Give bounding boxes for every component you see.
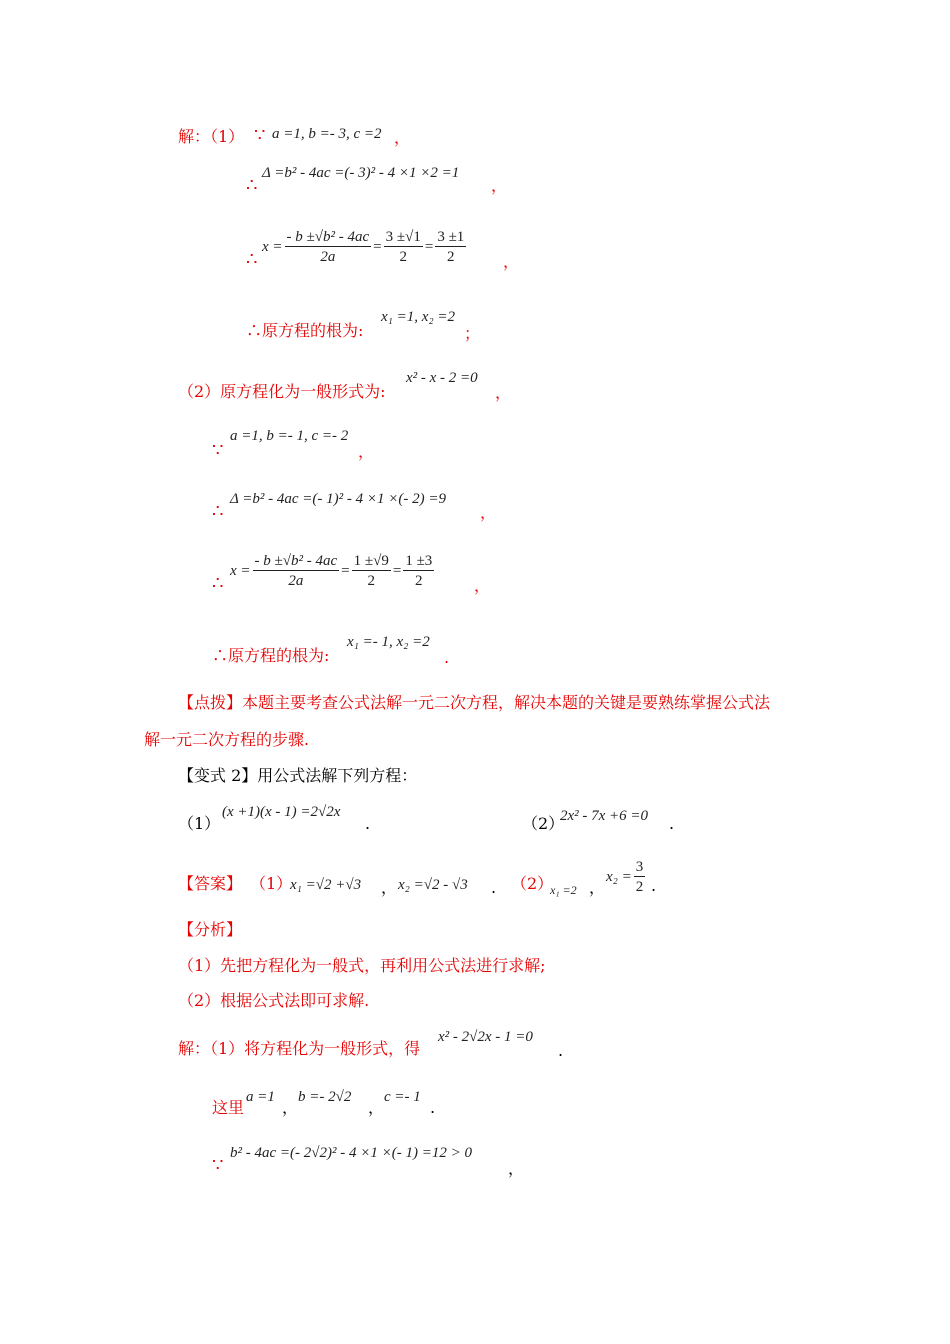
- period: .: [669, 814, 675, 833]
- fraction-substituted: [384, 228, 423, 267]
- fraction-general: [285, 228, 372, 267]
- because-symbol: ∵: [212, 1155, 224, 1176]
- fraction-general: [253, 552, 340, 591]
- fraction-denominator: 2: [399, 248, 407, 265]
- fraction-denominator: 2: [635, 878, 644, 895]
- fraction-denominator: 2a: [320, 248, 336, 265]
- because-symbol: ∵: [254, 125, 266, 146]
- tip-label: 【点拨】: [178, 693, 243, 712]
- analysis-line-2: （2）根据公式法即可求解.: [178, 991, 370, 1010]
- period: .: [365, 814, 371, 833]
- comma: ，: [508, 1159, 525, 1178]
- comma: ，: [503, 252, 520, 271]
- fraction-simplified: [403, 552, 434, 591]
- answer-label: 【答案】: [178, 874, 243, 893]
- therefore-symbol: ∴: [246, 175, 258, 196]
- c-value: c =- 1: [384, 1089, 421, 1105]
- roots: x₁ =- 1, x₂ =2: [347, 634, 430, 650]
- answer-y2-lhs: x₂ =: [606, 869, 632, 885]
- general-form: x² - 2√2x - 1 =0: [438, 1029, 533, 1045]
- fraction-numerator: - b ±√b² - 4ac: [254, 552, 338, 569]
- therefore-symbol: ∴: [212, 573, 224, 594]
- therefore-symbol: ∴: [246, 249, 258, 270]
- fraction-denominator: 2a: [288, 572, 304, 589]
- period: .: [651, 876, 657, 895]
- discriminant: Δ =b² - 4ac =(- 3)² - 4 ×1 ×2 =1: [262, 165, 460, 181]
- here-label: 这里: [212, 1098, 245, 1117]
- comma: ，: [480, 503, 497, 522]
- period: .: [491, 878, 497, 897]
- problem-1-equation: (x +1)(x - 1) =2√2x: [222, 804, 341, 820]
- analysis-label: 【分析】: [178, 920, 243, 939]
- general-form: x² - x - 2 =0: [406, 370, 478, 386]
- solution-1-heading: 解：（1）: [178, 127, 245, 146]
- roots-label: ∴原方程的根为:: [246, 321, 364, 340]
- answer-x1: x₁ =√2 +√3: [290, 877, 362, 893]
- fraction-numerator: 1 ±3: [405, 552, 433, 569]
- abc-values: a =1, b =- 3, c =2: [272, 126, 382, 142]
- variant-label: 【变式 2】: [178, 766, 258, 785]
- period: .: [558, 1041, 564, 1060]
- abc-values: a =1, b =- 1, c =- 2: [230, 428, 349, 444]
- answer-part-1: （1）: [250, 874, 293, 893]
- comma: ，: [495, 383, 512, 402]
- tip-line-1: [178, 693, 770, 713]
- solution-3-heading: 解：（1）将方程化为一般形式，得: [178, 1039, 421, 1058]
- fraction-denominator: 2: [367, 572, 375, 589]
- b-value: b =- 2√2: [298, 1089, 352, 1105]
- fraction-numerator: 3 ±1: [437, 228, 465, 245]
- period: .: [430, 1098, 436, 1117]
- fraction-three-halves: [634, 858, 646, 897]
- fraction-simplified: [435, 228, 466, 267]
- discriminant: Δ =b² - 4ac =(- 1)² - 4 ×1 ×(- 2) =9: [230, 491, 447, 507]
- comma: ，: [358, 442, 375, 461]
- comma: ，: [381, 878, 398, 897]
- problem-2-number: （2）: [522, 814, 565, 833]
- comma: ，: [589, 878, 606, 897]
- fraction-numerator: - b ±√b² - 4ac: [286, 228, 370, 245]
- a-value: a =1: [246, 1089, 275, 1105]
- therefore-symbol: ∴: [212, 501, 224, 522]
- x-lhs: x =: [262, 239, 283, 255]
- fraction-numerator: 3: [635, 858, 644, 875]
- comma: ，: [491, 176, 508, 195]
- fraction-denominator: 2: [415, 572, 423, 589]
- fraction-substituted: [352, 552, 391, 591]
- fraction-numerator: 1 ±√9: [353, 552, 389, 569]
- because-symbol: ∵: [212, 440, 224, 461]
- problem-2-equation: 2x² - 7x +6 =0: [560, 808, 649, 824]
- comma: ，: [368, 1098, 385, 1117]
- variant-title: 用公式法解下列方程：: [257, 766, 418, 785]
- tip-text: 本题主要考查公式法解一元二次方程，解决本题的关键是要熟练掌握公式法: [242, 693, 771, 712]
- semicolon: ；: [464, 324, 481, 343]
- answer-part-2: （2）: [511, 874, 554, 893]
- quadratic-formula: x = $\frac{\text{- b ±√b² - 4ac}}{2a}$ = $\frac{1 \pm√9}{2}$ = $\frac{1 \pm 3}{2}$: [230, 552, 433, 589]
- comma: ，: [282, 1098, 299, 1117]
- analysis-line-1: （1）先把方程化为一般式，再利用公式法进行求解;: [178, 956, 546, 975]
- quadratic-formula: x = $\frac{\text{- b ±√b² - 4ac}}{2a}$ = $\frac{3 \pm√1}{2}$ = $\frac{3 \pm 1}{2}$: [262, 228, 465, 265]
- tip-line-2: 解一元二次方程的步骤.: [144, 730, 310, 749]
- roots: x₁ =1, x₂ =2: [381, 309, 455, 325]
- comma: ，: [474, 576, 491, 595]
- solution-2-heading: （2）原方程化为一般形式为:: [178, 382, 386, 401]
- discriminant-inequality: b² - 4ac =(- 2√2)² - 4 ×1 ×(- 1) =12 > 0: [230, 1145, 472, 1161]
- x-lhs: x =: [230, 563, 251, 579]
- roots-label: ∴原方程的根为:: [212, 646, 330, 665]
- fraction-numerator: 3 ±√1: [385, 228, 421, 245]
- answer-y1: x₁ =2: [550, 883, 577, 897]
- period: .: [444, 648, 450, 667]
- fraction-denominator: 2: [447, 248, 455, 265]
- answer-x2: x₂ =√2 - √3: [398, 877, 468, 893]
- variant-heading: [178, 766, 417, 786]
- answer-y2: [606, 856, 647, 898]
- problem-1-number: （1）: [178, 814, 221, 833]
- comma: ，: [394, 128, 411, 147]
